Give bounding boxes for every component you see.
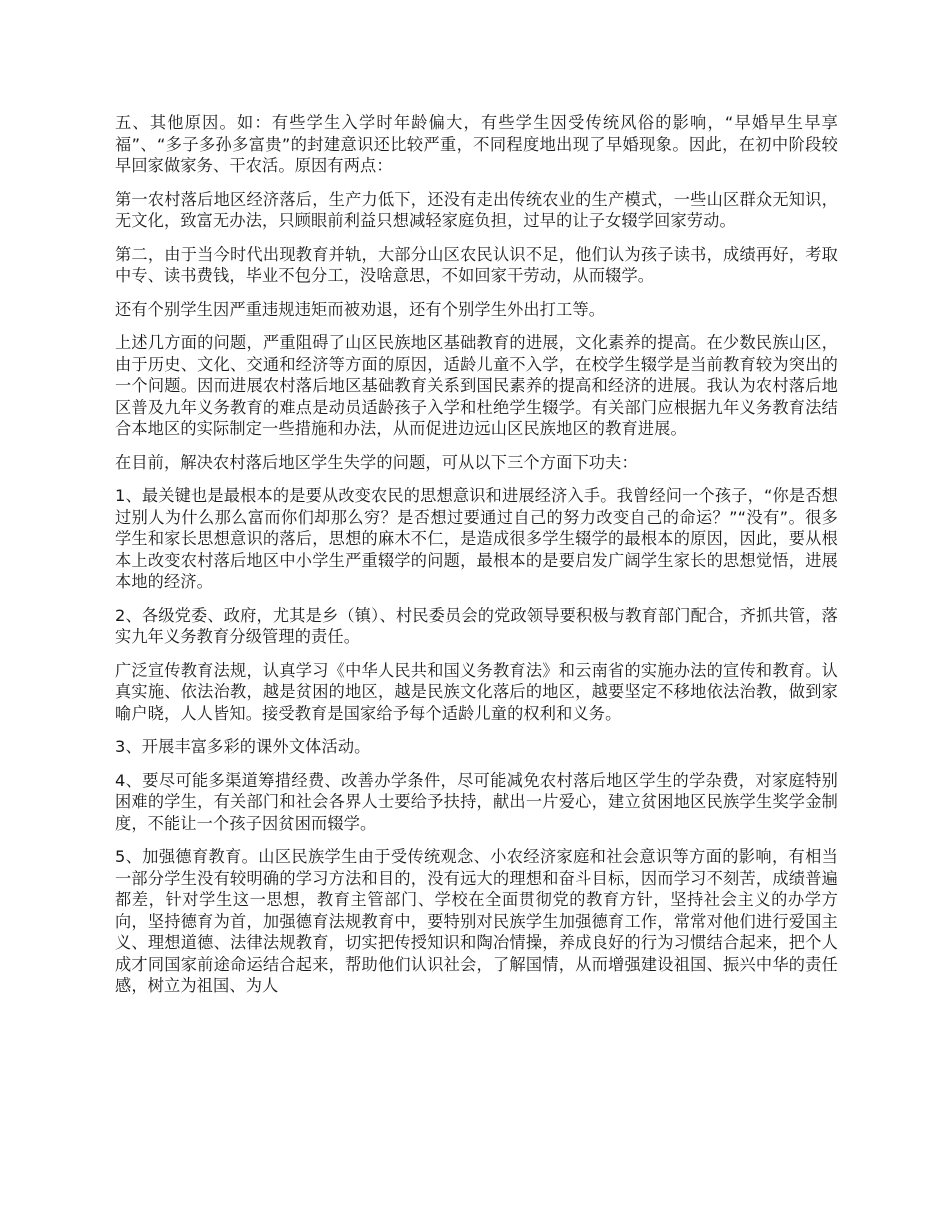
paragraph-solution-5: 5、加强德育教育。山区民族学生由于受传统观念、小农经济家庭和社会意识等方面的影响，有相当一部分学生没有较明确的学习方法和目的，没有远大的理想和奋斗目标，因而学习不刻苦，成绩普遍都差，针对学生这一思想，教育主管部门、学校在全面贯彻党的教育方针，坚持社会主义的办学方向，坚持德育为首，加强德育法规教育中，要特别对民族学生加强德育工作，常常对他们进行爱国主义、理想道德、法律法规教育，切实把传授知识和陶冶情操，养成良好的行为习惯结合起来，把个人成才同国家前途命运结合起来，帮助他们认识社会，了解国情，从而增强建设祖国、振兴中华的责任感，树立为祖国、为人 (115, 847, 838, 995)
paragraph-law-publicity: 广泛宣传教育法规，认真学习《中华人民共和国义务教育法》和云南省的实施办法的宣传和教育。认真实施、依法治教，越是贫困的地区，越是民族文化落后的地区，越要坚定不移地依法治教，做到家喻户晓，人人皆知。接受教育是国家给予每个适龄儿童的权利和义务。 (115, 660, 838, 723)
paragraph-solution-2: 2、各级党委、政府，尤其是乡（镇）、村民委员会的党政领导要积极与教育部门配合，齐抓共管，落实九年义务教育分级管理的责任。 (115, 605, 838, 646)
paragraph-second-reason: 第二，由于当今时代出现教育并轨，大部分山区农民认识不足，他们认为孩子读书，成绩再好，考取中专、读书费钱，毕业不包分工，没啥意思，不如回家干劳动，从而辍学。 (115, 244, 838, 285)
paragraph-solution-4: 4、要尽可能多渠道筹措经费、改善办学条件，尽可能减免农村落后地区学生的学杂费，对家庭特别困难的学生，有关部门和社会各界人士要给予扶持，献出一片爱心，建立贫困地区民族学生奖学金制度，不能让一个孩子因贫困而辍学。 (115, 770, 838, 833)
paragraph-first-reason: 第一农村落后地区经济落后，生产力低下，还没有走出传统农业的生产模式，一些山区群众无知识，无文化，致富无办法，只顾眼前利益只想减轻家庭负担，过早的让子女辍学回家劳动。 (115, 189, 838, 230)
paragraph-summary: 上述几方面的问题，严重阻碍了山区民族地区基础教育的进展，文化素养的提高。在少数民族山区，由于历史、文化、交通和经济等方面的原因，适龄儿童不入学，在校学生辍学是当前教育较为突出的一个问题。因而进展农村落后地区基础教育关系到国民素养的提高和经济的进展。我认为农村落后地区普及九年义务教育的难点是动员适龄孩子入学和杜绝学生辍学。有关部门应根据九年义务教育法结合本地区的实际制定一些措施和办法，从而促进边远山区民族地区的教育进展。 (115, 333, 838, 438)
paragraph-solutions-intro: 在目前，解决农村落后地区学生失学的问题，可从以下三个方面下功夫： (115, 452, 638, 472)
document-page (115, 112, 838, 1009)
paragraph-other-students: 还有个别学生因严重违规违矩而被劝退，还有个别学生外出打工等。 (115, 299, 606, 319)
paragraph-solution-1: 1、最关键也是最根本的是要从改变农民的思想意识和进展经济入手。我曾经问一个孩子，“你是否想过别人为什么那么富而你们却那么穷？是否想过要通过自己的努力改变自己的命运？”“没有”。很多学生和家长思想意识的落后，思想的麻木不仁，是造成很多学生辍学的最根本的原因，因此，要从根本上改变农村落后地区中小学生严重辍学的问题，最根本的是要启发广阔学生家长的思想觉悟，进展本地的经济。 (115, 486, 838, 591)
paragraph-other-reasons: 五、其他原因。如：有些学生入学时年龄偏大，有些学生因受传统风俗的影响，“早婚早生早享福”、“多子多孙多富贵”的封建意识还比较严重，不同程度地出现了早婚现象。因此，在初中阶段较早回家做家务、干农活。原因有两点： (115, 113, 838, 175)
paragraph-solution-3: 3、开展丰富多彩的课外文体活动。 (115, 737, 371, 756)
